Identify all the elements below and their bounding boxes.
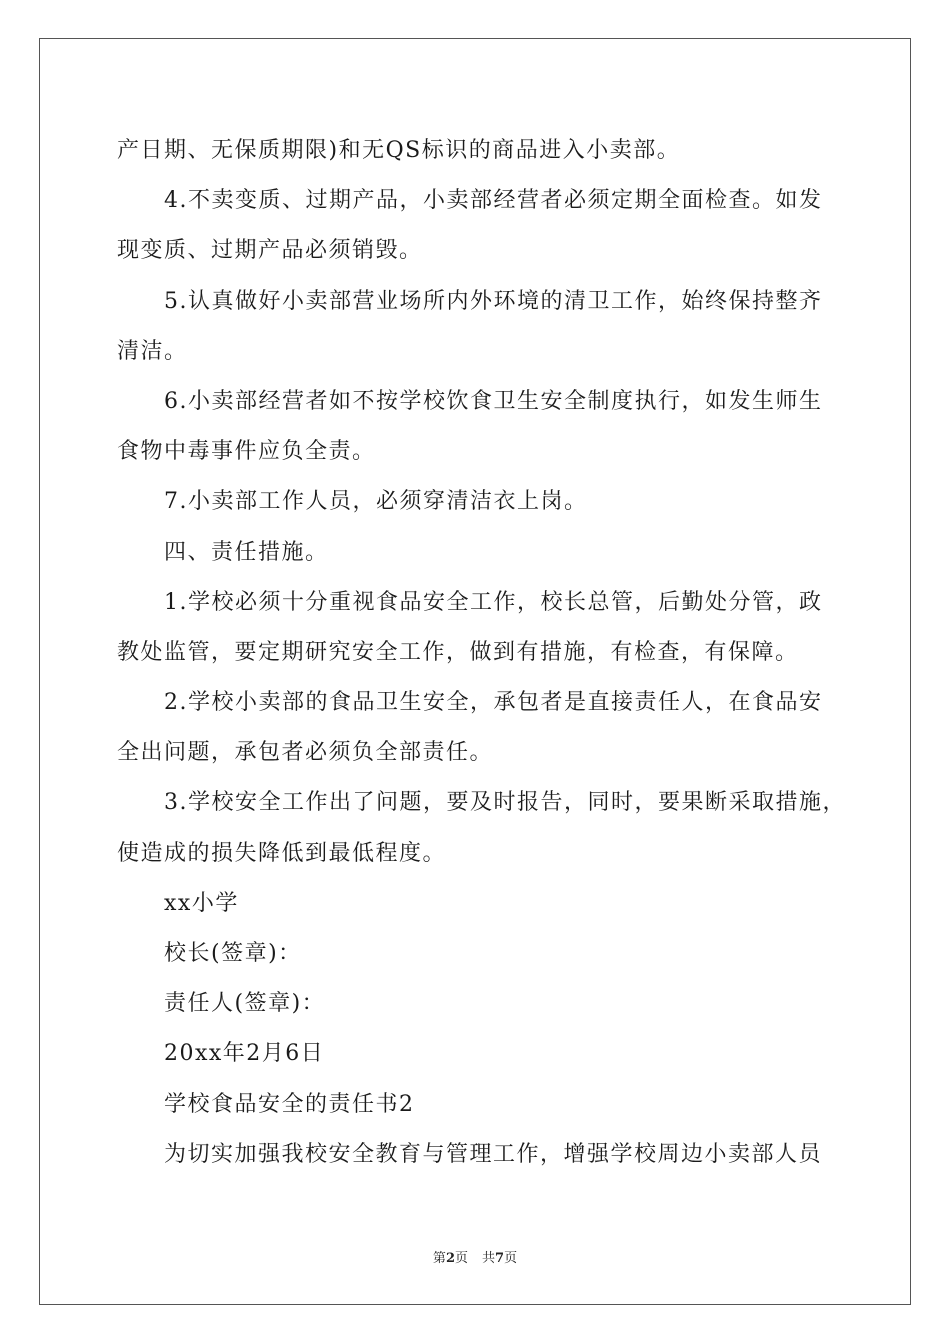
text-line-5: 清洁。 bbox=[117, 338, 188, 364]
text-line-14: 3.学校安全工作出了问题，要及时报告，同时，要果断采取措施， bbox=[164, 790, 846, 816]
text-line-1: 产日期、无保质期限)和无QS标识的商品进入小卖部。 bbox=[117, 138, 681, 163]
responsible-signature: 责任人(签章)： bbox=[164, 991, 326, 1017]
text-line-12: 2.学校小卖部的食品卫生安全，承包者是直接责任人，在食品安 bbox=[164, 690, 823, 716]
text-line-13: 全出问题，承包者必须负全部责任。 bbox=[117, 740, 494, 766]
text-line-3: 现变质、过期产品必须销毁。 bbox=[117, 238, 423, 264]
page-footer bbox=[0, 1247, 950, 1266]
section-heading: 四、责任措施。 bbox=[164, 539, 329, 565]
text-line-7: 食物中毒事件应负全责。 bbox=[117, 439, 376, 465]
school-name: xx小学 bbox=[164, 890, 239, 916]
text-line-8: 7.小卖部工作人员，必须穿清洁衣上岗。 bbox=[164, 489, 588, 515]
principal-signature: 校长(签章)： bbox=[164, 941, 302, 966]
text-line-15: 使造成的损失降低到最低程度。 bbox=[117, 840, 447, 866]
text-line-10: 1.学校必须十分重视食品安全工作，校长总管，后勤处分管，政 bbox=[164, 589, 823, 615]
total-suffix: 页 bbox=[504, 1251, 518, 1266]
page-current: 2 bbox=[445, 1251, 455, 1266]
text-line-4: 5.认真做好小卖部营业场所内外环境的清卫工作，始终保持整齐 bbox=[164, 288, 823, 314]
text-line-21: 为切实加强我校安全教育与管理工作，增强学校周边小卖部人员 bbox=[164, 1141, 823, 1167]
document-date: 20xx年2月6日 bbox=[164, 1041, 325, 1067]
document-title-2: 学校食品安全的责任书2 bbox=[164, 1091, 415, 1117]
document-body bbox=[117, 126, 846, 1180]
page-total: 7 bbox=[495, 1251, 505, 1266]
text-line-6: 6.小卖部经营者如不按学校饮食卫生安全制度执行，如发生师生 bbox=[164, 388, 823, 414]
page-prefix: 第 bbox=[432, 1251, 446, 1266]
text-line-2: 4.不卖变质、过期产品，小卖部经营者必须定期全面检查。如发 bbox=[164, 188, 823, 214]
total-prefix: 共 bbox=[482, 1251, 496, 1266]
page-suffix: 页 bbox=[454, 1251, 468, 1266]
text-line-11: 教处监管，要定期研究安全工作，做到有措施，有检查，有保障。 bbox=[117, 639, 799, 665]
